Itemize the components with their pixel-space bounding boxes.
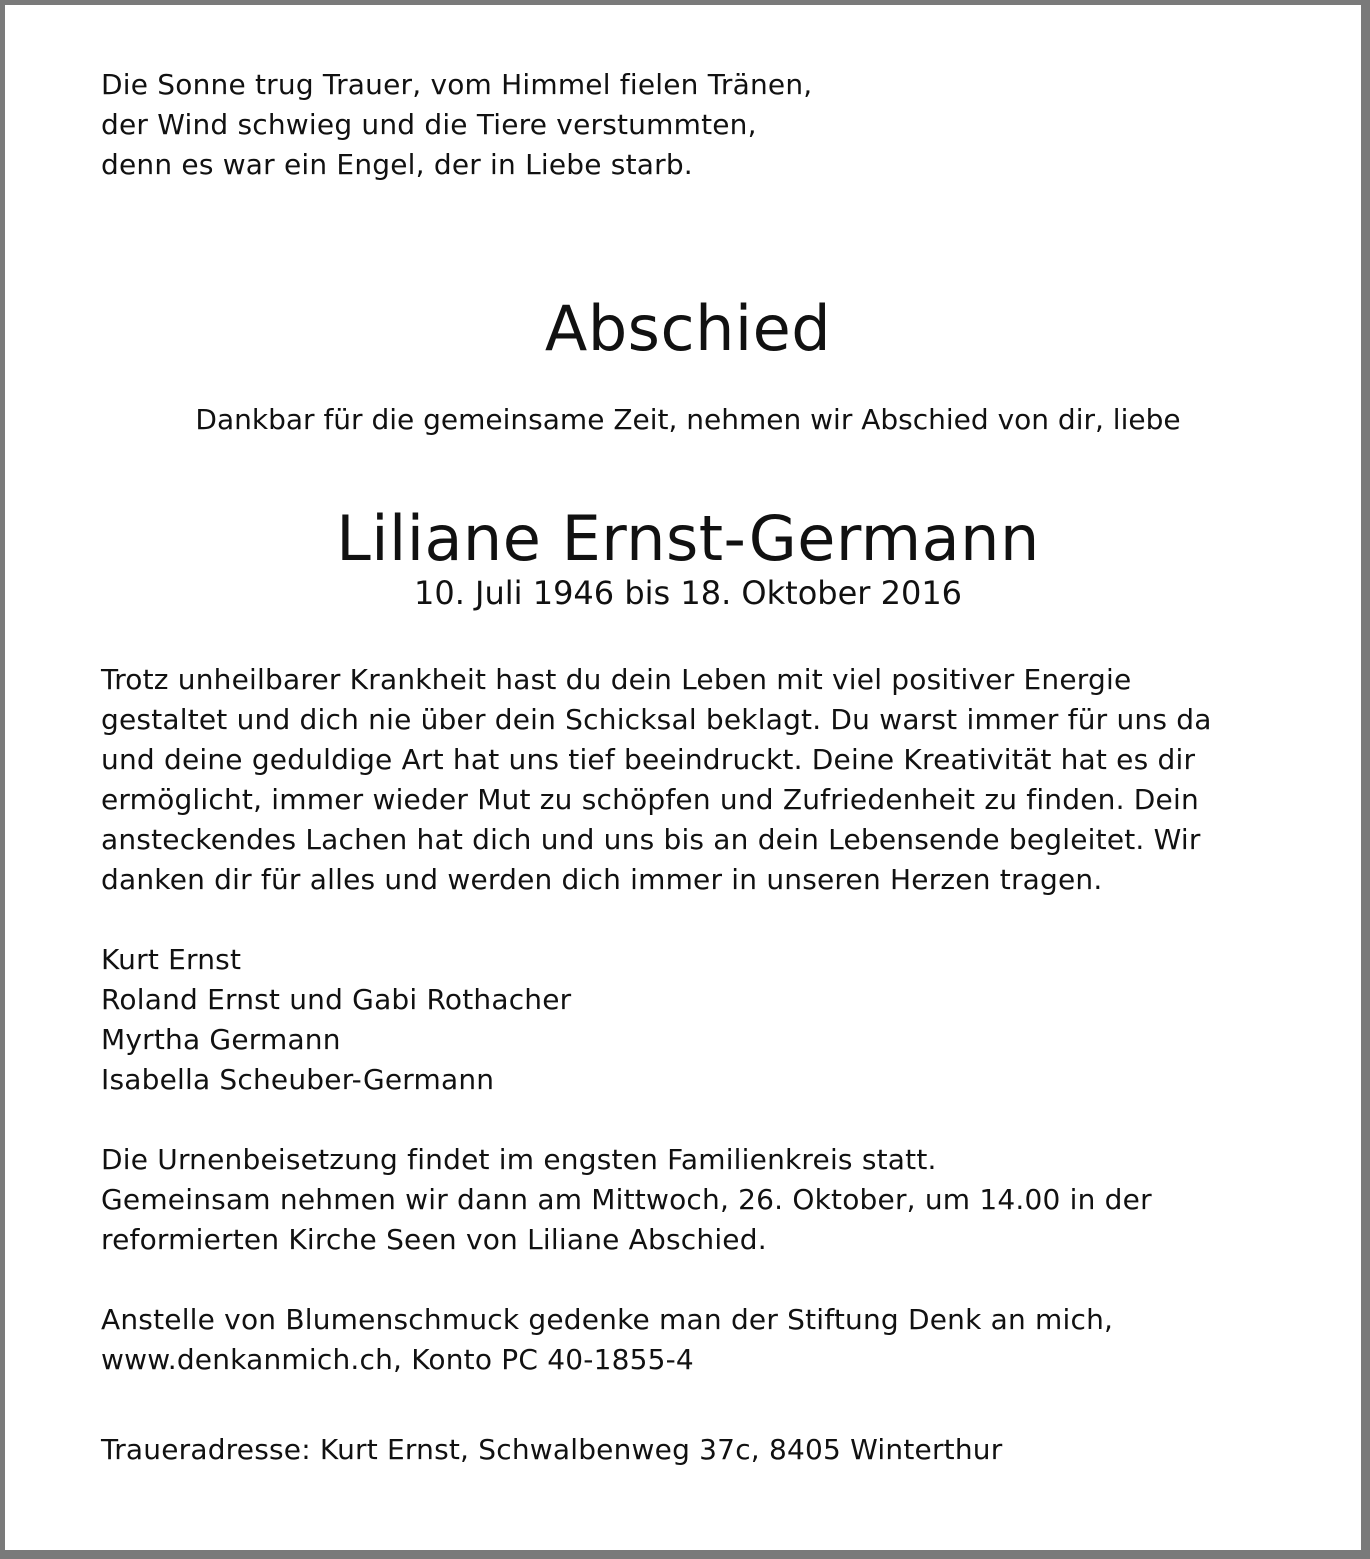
ceremony-info (101, 1140, 1281, 1260)
ceremony-line: reformierten Kirche Seen von Liliane Abschied. (101, 1223, 767, 1256)
ceremony-line: Gemeinsam nehmen wir dann am Mittwoch, 26. Oktober, um 14.00 in der (101, 1183, 1152, 1216)
deceased-name: Liliane Ernst-Germann (336, 502, 1040, 575)
mourner-name: Myrtha Germann (101, 1023, 341, 1056)
life-dates: 10. Juli 1946 bis 18. Oktober 2016 (413, 574, 963, 612)
donation-line: www.denkanmich.ch, Konto PC 40-1855-4 (101, 1343, 694, 1376)
donation-line: Anstelle von Blumenschmuck gedenke man der Stiftung Denk an mich, (101, 1303, 1114, 1336)
mourner-name: Isabella Scheuber-Germann (101, 1063, 495, 1096)
tribute-line: ermöglicht, immer wieder Mut zu schöpfen und Zufriedenheit zu finden. Dein (101, 783, 1199, 816)
tribute-line: gestaltet und dich nie über dein Schicksal beklagt. Du warst immer für uns da (101, 703, 1212, 736)
ceremony-line: Die Urnenbeisetzung findet im engsten Familienkreis statt. (101, 1143, 937, 1176)
poem-line: denn es war ein Engel, der in Liebe starb. (101, 148, 693, 181)
tribute-paragraph (101, 660, 1281, 900)
tribute-line: ansteckendes Lachen hat dich und uns bis an dein Lebensende begleitet. Wir (101, 823, 1201, 856)
mourners-list (101, 940, 1281, 1100)
poem (101, 65, 1281, 185)
tribute-line: danken dir für alles und werden dich immer in unseren Herzen tragen. (101, 863, 1103, 896)
lead-text: Dankbar für die gemeinsame Zeit, nehmen wir Abschied von dir, liebe (195, 403, 1181, 436)
mourner-name: Roland Ernst und Gabi Rothacher (101, 983, 572, 1016)
tribute-line: und deine geduldige Art hat uns tief beeindruckt. Deine Kreativität hat es dir (101, 743, 1196, 776)
poem-line: der Wind schwieg und die Tiere verstummten, (101, 108, 757, 141)
tribute-line: Trotz unheilbarer Krankheit hast du dein Leben mit viel positiver Energie (101, 663, 1132, 696)
notice-heading: Abschied (544, 292, 832, 365)
mourner-name: Kurt Ernst (101, 943, 242, 976)
donation-info (101, 1300, 1281, 1380)
mourning-address: Traueradresse: Kurt Ernst, Schwalbenweg 37c, 8405 Winterthur (101, 1433, 1003, 1466)
poem-line: Die Sonne trug Trauer, vom Himmel fielen Tränen, (101, 68, 813, 101)
